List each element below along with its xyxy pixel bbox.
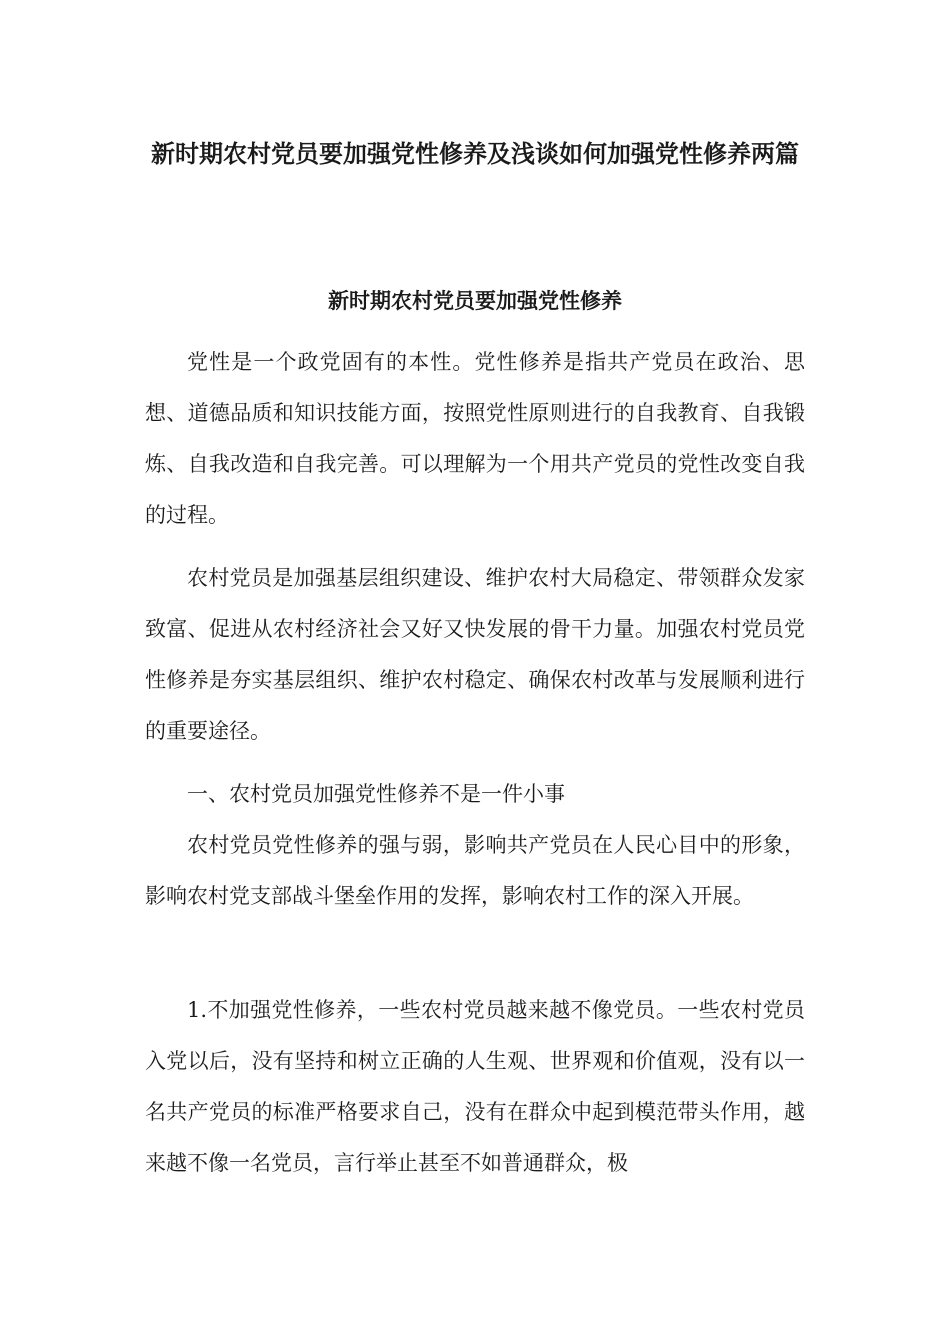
section-heading-1: 一、农村党员加强党性修养不是一件小事 (187, 782, 565, 806)
paragraph-3: 农村党员党性修养的强与弱，影响共产党员在人民心目中的形象，影响农村党支部战斗堡垒作用的发挥，影响农村工作的深入开展。 (145, 833, 805, 908)
document-title: 新时期农村党员要加强党性修养及浅谈如何加强党性修养两篇 (151, 140, 799, 168)
paragraph-4: 1.不加强党性修养，一些农村党员越来越不像党员。一些农村党员入党以后，没有坚持和树立正确的人生观、世界观和价值观，没有以一名共产党员的标准严格要求自己，没有在群众中起到模范带头作用，越来越不像一名党员，言行举止甚至不如普通群众，极 (145, 998, 805, 1175)
section-subtitle: 新时期农村党员要加强党性修养 (328, 288, 622, 313)
paragraph-2: 农村党员是加强基层组织建设、维护农村大局稳定、带领群众发家致富、促进从农村经济社会又好又快发展的骨干力量。加强农村党员党性修养是夯实基层组织、维护农村稳定、确保农村改革与发展顺利进行的重要途径。 (145, 566, 805, 743)
paragraph-1: 党性是一个政党固有的本性。党性修养是指共产党员在政治、思想、道德品质和知识技能方面，按照党性原则进行的自我教育、自我锻炼、自我改造和自我完善。可以理解为一个用共产党员的党性改变自我的过程。 (145, 350, 805, 527)
